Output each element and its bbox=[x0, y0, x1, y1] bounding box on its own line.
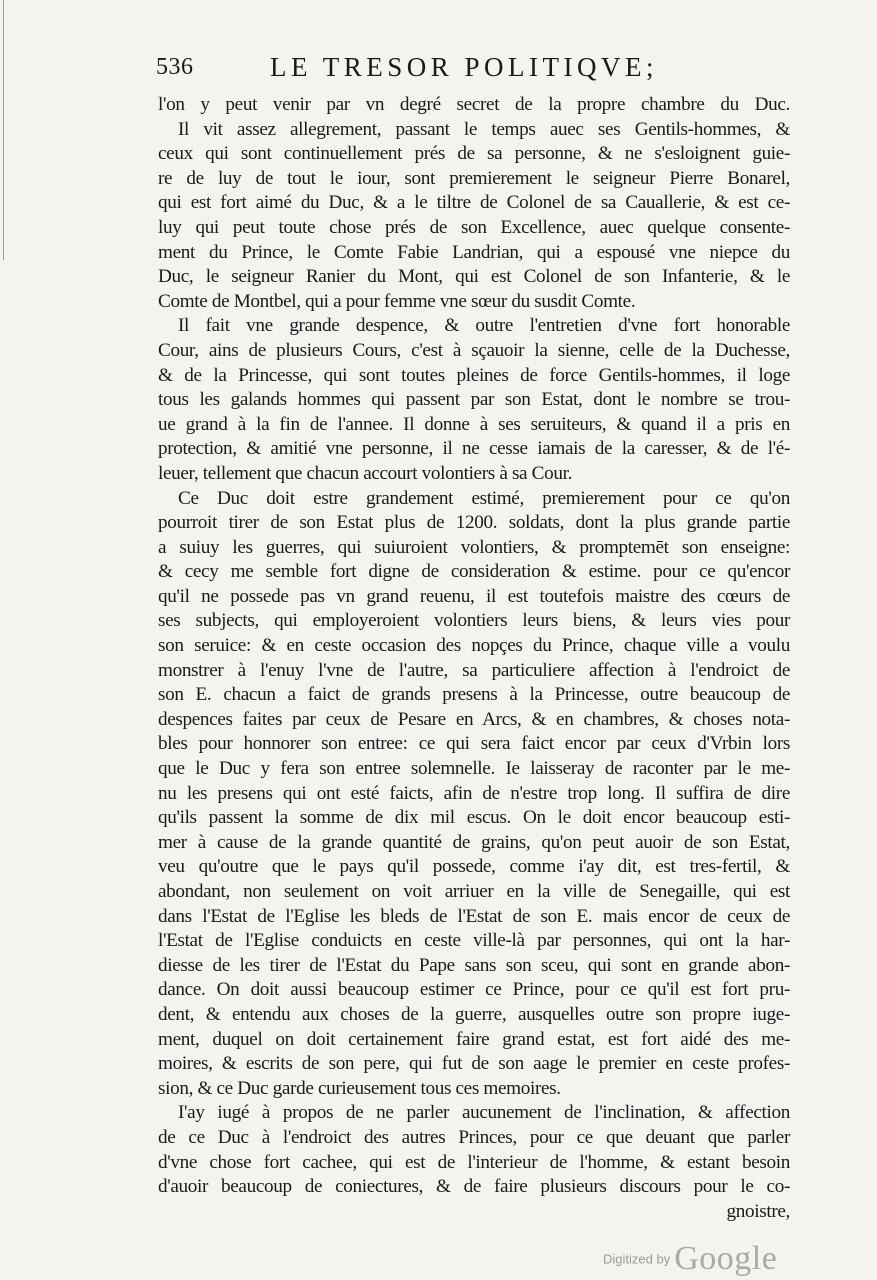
text-line: son seruice: & en ceste occasion des nopçes du Prince, chaque ville a voulu bbox=[158, 635, 790, 657]
body-text bbox=[158, 93, 790, 1224]
text-line: pourroit tirer de son Estat plus de 1200. soldats, dont la plus grande partie bbox=[158, 512, 790, 534]
text-line: d'auoir beaucoup de coniectures, & de faire plusieurs discours pour le co- bbox=[158, 1176, 790, 1198]
text-line: ment, duquel on doit certainement faire grand estat, est fort aidé des me- bbox=[158, 1028, 790, 1050]
digitization-watermark bbox=[603, 1240, 777, 1280]
catchword: gnoistre, bbox=[726, 1200, 790, 1222]
text-line: I'ay iugé à propos de ne parler aucunement de l'inclination, & affection bbox=[178, 1102, 790, 1124]
text-line: moires, & escrits de son pere, qui fut de son aage le premier en ceste profes- bbox=[158, 1053, 790, 1075]
running-title: LE TRESOR POLITIQVE; bbox=[270, 52, 658, 82]
text-line: l'Estat de l'Eglise conduicts en ceste ville-là par personnes, qui ont la har- bbox=[158, 930, 790, 952]
text-line: dance. On doit aussi beaucoup estimer ce Prince, pour ce qu'il est fort pru- bbox=[158, 979, 790, 1001]
text-line: ment du Prince, le Comte Fabie Landrian, qui a espousé vne niepce du bbox=[158, 241, 790, 263]
text-line: l'on y peut venir par vn degré secret de la propre chambre du Duc. bbox=[158, 94, 790, 115]
text-line: leuer, tellement que chacun accourt volontiers à sa Cour. bbox=[158, 462, 573, 484]
text-line: abondant, non seulement on voit arriuer en la ville de Senegaille, qui est bbox=[158, 881, 790, 902]
text-line: de ce Duc à l'endroict des autres Princes, pour ce que deuant que parler bbox=[158, 1126, 790, 1148]
page-header bbox=[156, 52, 791, 86]
text-line: a suiuy les guerres, qui suiuroient volontiers, & promptemēt son enseigne: bbox=[158, 536, 790, 558]
text-line: & de la Princesse, qui sont toutes pleines de force Gentils-hommes, il loge bbox=[158, 364, 790, 386]
text-line: bles pour honnorer son entree: ce qui sera faict encor par ceux d'Vrbin lors bbox=[158, 733, 790, 755]
text-line: nu les presens qui ont esté faicts, afin de n'estre trop long. Il suffira de dire bbox=[158, 782, 790, 804]
text-line: ses subjects, qui employeroient volontiers leurs biens, & leurs vies pour bbox=[158, 610, 790, 632]
text-line: ue grand à la fin de l'annee. Il donne à ses seruiteurs, & quand il a pris en bbox=[158, 413, 790, 435]
watermark-prefix: Digitized by bbox=[603, 1251, 671, 1267]
text-line: Cour, ains de plusieurs Cours, c'est à sçauoir la sienne, celle de la Duchesse, bbox=[158, 339, 790, 361]
text-line: veu qu'outre que le pays qu'il possede, comme i'ay dit, est tres-fertil, & bbox=[158, 856, 790, 878]
text-line: luy qui peut toute chose prés de son Excellence, auec quelque consente- bbox=[158, 216, 790, 238]
text-line: monstrer à l'enuy l'vne de l'autre, sa particuliere affection à l'endroict de bbox=[158, 659, 790, 681]
text-line: Il fait vne grande despence, & outre l'entretien d'vne fort honorable bbox=[178, 315, 790, 337]
margin-rule bbox=[3, 0, 4, 260]
text-line: qu'il ne possede pas vn grand reuenu, il est toutefois maistre des cœurs de bbox=[158, 585, 790, 607]
text-line: mer à cause de la grande quantité de grains, qu'on peut auoir de son Estat, bbox=[158, 831, 790, 853]
text-line: dent, & entendu aux choses de la guerre, ausquelles outre son propre iuge- bbox=[158, 1003, 790, 1025]
text-line: d'vne chose fort cachee, qui est de l'interieur de l'homme, & estant besoin bbox=[158, 1151, 790, 1173]
text-line: diesse de les tirer de l'Estat du Pape sans son sceu, qui sont en grande abon- bbox=[158, 954, 790, 976]
text-line: dans l'Estat de l'Eglise les bleds de l'Estat de son E. mais encor de ceux de bbox=[158, 905, 790, 927]
text-line: tous les galands hommes qui passent par son Estat, dont le nombre se trou- bbox=[158, 389, 790, 411]
text-line: & cecy me semble fort digne de consideration & estime. pour ce qu'encor bbox=[158, 561, 790, 583]
text-line: ceux qui sont continuellement prés de sa personne, & ne s'esloignent guie- bbox=[158, 143, 790, 165]
text-line: Duc, le seigneur Ranier du Mont, qui est Colonel de son Infanterie, & le bbox=[158, 266, 790, 288]
text-line: Ce Duc doit estre grandement estimé, premierement pour ce qu'on bbox=[178, 487, 790, 509]
page-number: 536 bbox=[156, 54, 194, 80]
text-line: Il vit assez allegrement, passant le temps auec ses Gentils-hommes, & bbox=[178, 118, 790, 140]
watermark-logo: Google bbox=[674, 1240, 778, 1277]
text-line: qu'ils passent la somme de dix mil escus. On le doit encor beaucoup esti- bbox=[158, 807, 790, 829]
text-line: sion, & ce Duc garde curieusement tous ces memoires. bbox=[158, 1077, 561, 1099]
text-line: son E. chacun a faict de grands presens à la Princesse, outre beaucoup de bbox=[158, 684, 790, 706]
text-line: despences faites par ceux de Pesare en Arcs, & en chambres, & choses nota- bbox=[158, 708, 790, 730]
text-line: re de luy de tout le iour, sont premierement le seigneur Pierre Bonarel, bbox=[158, 167, 790, 189]
text-line: qui est fort aimé du Duc, & a le tiltre de Colonel de sa Cauallerie, & est ce- bbox=[158, 192, 790, 214]
text-line: protection, & amitié vne personne, il ne cesse iamais de la caresser, & de l'é- bbox=[158, 438, 790, 460]
text-line: Comte de Montbel, qui a pour femme vne sœur du susdit Comte. bbox=[158, 290, 636, 312]
text-line: que le Duc y fera son entree solemnelle. Ie laisseray de raconter par le me- bbox=[158, 758, 790, 780]
